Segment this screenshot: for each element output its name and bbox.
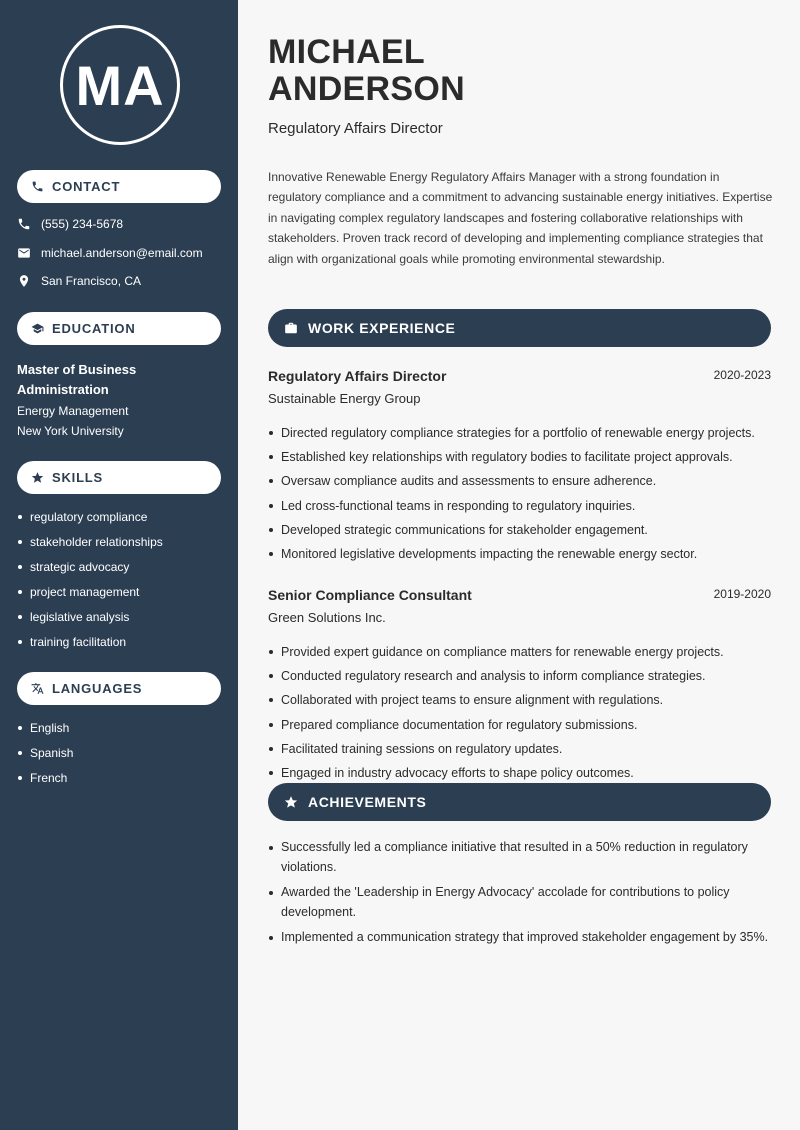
job-bullet: Engaged in industry advocacy efforts to shape policy outcomes. [268,764,773,788]
job-bullet: Established key relationships with regulatory bodies to facilitate project approvals. [268,448,773,472]
profile-summary: Innovative Renewable Energy Regulatory Affairs Manager with a strong foundation in regulatory compliance and a commitment to advancing sustainable energy initiatives. Expertise in navigating complex regulatory landscapes and fostering collaborative relationships with stakeholders. Proven track record of developing and implementing compliance strategies that align with organizational goals while promoting environmental stewardship. [268,170,773,266]
job-bullet: Directed regulatory compliance strategies for a portfolio of renewable energy projects. [268,424,773,448]
skills-list [17,508,163,658]
job-1-company: Sustainable Energy Group [268,391,421,406]
job-2-company: Green Solutions Inc. [268,610,386,625]
language-item: French [17,769,73,794]
contact-email [17,246,203,260]
job-bullet: Oversaw compliance audits and assessments to ensure adherence. [268,472,773,496]
skill-item: stakeholder relationships [17,533,163,558]
contact-heading [17,170,221,203]
work-experience-heading [268,309,771,347]
achievements-list [268,838,773,954]
skill-item: regulatory compliance [17,508,163,533]
star-icon [284,795,298,809]
education-school: New York University [17,424,124,438]
languages-heading-label: LANGUAGES [52,681,143,696]
contact-phone-text: (555) 234-5678 [41,217,124,231]
main-content [238,0,800,1130]
job-bullet: Monitored legislative developments impacting the renewable energy sector. [268,545,773,569]
education-heading [17,312,221,345]
job-2-title: Senior Compliance Consultant [268,587,472,603]
job-1-bullets [268,424,773,569]
languages-list [17,719,73,794]
briefcase-icon [284,321,298,335]
monogram-avatar: MA [60,25,180,145]
education-degree: Master of Business Administration [17,362,137,397]
job-bullet: Prepared compliance documentation for regulatory submissions. [268,716,773,740]
job-bullet: Conducted regulatory research and analysis to inform compliance strategies. [268,667,773,691]
job-bullet: Provided expert guidance on compliance matters for renewable energy projects. [268,643,773,667]
phone-icon [31,180,44,193]
education-field: Energy Management [17,404,129,418]
contact-heading-label: CONTACT [52,179,121,194]
job-2-bullets [268,643,773,788]
map-pin-icon [17,274,31,288]
graduation-cap-icon [31,322,44,335]
translate-icon [31,682,44,695]
skills-heading-label: SKILLS [52,470,104,485]
contact-location-text: San Francisco, CA [41,274,142,288]
skill-item: legislative analysis [17,608,163,633]
envelope-icon [17,246,31,260]
job-2-dates: 2019-2020 [713,587,771,601]
job-bullet: Led cross-functional teams in responding to regulatory inquiries. [268,497,773,521]
job-bullet: Developed strategic communications for stakeholder engagement. [268,521,773,545]
star-icon [31,471,44,484]
education-heading-label: EDUCATION [52,321,136,336]
job-bullet: Collaborated with project teams to ensure alignment with regulations. [268,691,773,715]
job-1-title: Regulatory Affairs Director [268,368,447,384]
languages-heading [17,672,221,705]
phone-icon [17,217,31,231]
contact-email-text: michael.anderson@email.com [41,246,203,260]
contact-location [17,274,141,288]
skill-item: training facilitation [17,633,163,658]
skill-item: project management [17,583,163,608]
job-bullet: Facilitated training sessions on regulatory updates. [268,740,773,764]
job-title-headline: Regulatory Affairs Director [268,120,443,137]
achievement-item: Awarded the 'Leadership in Energy Advocacy' accolade for contributions to policy development. [268,883,773,922]
achievement-item: Implemented a communication strategy that improved stakeholder engagement by 35%. [268,928,773,948]
language-item: English [17,719,73,744]
work-experience-heading-label: WORK EXPERIENCE [308,320,456,336]
achievements-heading [268,783,771,821]
contact-phone [17,217,123,231]
language-item: Spanish [17,744,73,769]
name-first: MICHAEL [268,33,425,71]
achievements-heading-label: ACHIEVEMENTS [308,794,427,810]
achievement-item: Successfully led a compliance initiative that resulted in a 50% reduction in regulatory violations. [268,838,773,877]
name-last: ANDERSON [268,70,465,108]
job-1-dates: 2020-2023 [713,368,771,382]
skills-heading [17,461,221,494]
full-name [268,34,465,108]
sidebar [0,0,238,1130]
skill-item: strategic advocacy [17,558,163,583]
